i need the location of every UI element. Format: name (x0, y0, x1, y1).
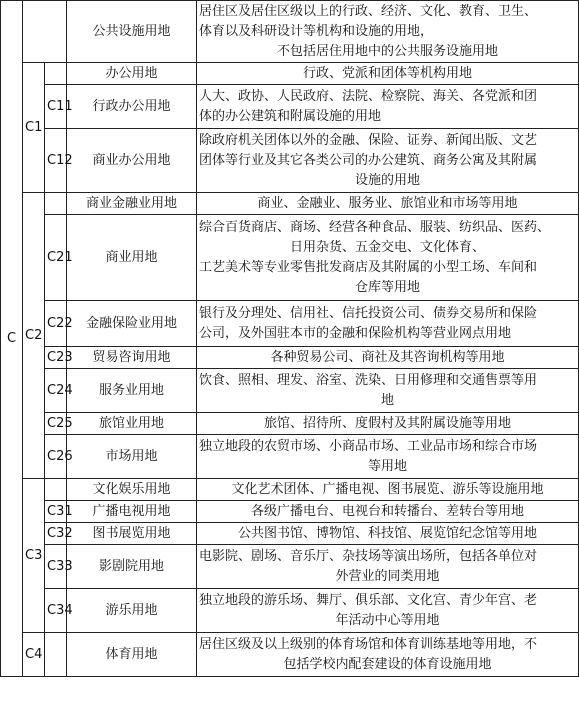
table-row (1, 523, 579, 545)
code-cell: C12 (45, 129, 67, 193)
name-cell: 金融保险业用地 (67, 301, 197, 347)
code-cell: C24 (45, 369, 67, 413)
name-cell: 旅馆业用地 (67, 413, 197, 435)
desc-cell: 文化艺术团体、广播电视、图书展览、游乐等设施用地 (197, 479, 579, 501)
name-cell: 服务业用地 (67, 369, 197, 413)
table-row (1, 369, 579, 413)
subcategory-c2-cell: C2 (23, 193, 45, 479)
subcategory-c3-cell: C3 (23, 479, 45, 633)
table-row (1, 545, 579, 589)
desc-cell: 各级广播电台、电视台和转播台、差转台等用地 (197, 501, 579, 523)
code-cell (45, 193, 67, 215)
table-row (1, 301, 579, 347)
desc-cell: 饮食、照相、理发、浴室、洗染、日用修理和交通售票等用 地 (197, 369, 579, 413)
code-cell (45, 63, 67, 85)
code-cell (23, 1, 67, 63)
table-row (1, 479, 579, 501)
table-row (1, 347, 579, 369)
subcategory-c1-cell: C1 (23, 63, 45, 193)
name-cell: 贸易咨询用地 (67, 347, 197, 369)
table-row (1, 501, 579, 523)
table-row (1, 129, 579, 193)
desc-cell: 独立地段的游乐场、舞厅、俱乐部、文化宫、青少年宫、老 年活动中心等用地 (197, 589, 579, 633)
desc-cell: 除政府机关团体以外的金融、保险、证券、新闻出版、文艺 团体等行业及其它各类公司的办公建筑、商务公寓及其附属 设施的用地 (197, 129, 579, 193)
code-cell: C22 (45, 301, 67, 347)
desc-cell: 人大、政协、人民政府、法院、检察院、海关、各党派和团 体的办公建筑和附属设施的用地 (197, 85, 579, 129)
code-cell: C34 (45, 589, 67, 633)
name-cell: 商业用地 (67, 215, 197, 301)
desc-cell: 各种贸易公司、商社及其咨询机构等用地 (197, 347, 579, 369)
subcategory-c4-cell: C4 (23, 633, 45, 677)
code-cell: C21 (45, 215, 67, 301)
code-cell: C32 (45, 523, 67, 545)
name-cell: 游乐用地 (67, 589, 197, 633)
name-cell: 广播电视用地 (67, 501, 197, 523)
table-row (1, 589, 579, 633)
code-cell: C25 (45, 413, 67, 435)
name-cell: 办公用地 (67, 63, 197, 85)
table-row (1, 85, 579, 129)
desc-cell: 旅馆、招待所、度假村及其附属设施等用地 (197, 413, 579, 435)
name-cell: 市场用地 (67, 435, 197, 479)
code-cell: C26 (45, 435, 67, 479)
table-row (1, 215, 579, 301)
category-c-cell (1, 1, 23, 677)
desc-cell: 银行及分理处、信用社、信托投资公司、债券交易所和保险 公司，及外国驻本市的金融和保险机构等营业网点用地 (197, 301, 579, 347)
name-cell: 文化娱乐用地 (67, 479, 197, 501)
table-row (1, 1, 579, 63)
name-cell: 影剧院用地 (67, 545, 197, 589)
name-cell: 公共设施用地 (67, 1, 197, 63)
table-row (1, 63, 579, 85)
desc-cell: 电影院、剧场、音乐厅、杂技场等演出场所，包括各单位对 外营业的同类用地 (197, 545, 579, 589)
desc-cell: 公共图书馆、博物馆、科技馆、展览馆纪念馆等用地 (197, 523, 579, 545)
desc-cell: 居住区及居住区级以上的行政、经济、文化、教育、卫生、 体育以及科研设计等机构和设施的用地， 不包括居住用地中的公共服务设施用地 (197, 1, 579, 63)
table-row (1, 413, 579, 435)
desc-cell: 独立地段的农贸市场、小商品市场、工业品市场和综合市场 等用地 (197, 435, 579, 479)
code-cell: C33 (45, 545, 67, 589)
name-cell: 商业办公用地 (67, 129, 197, 193)
code-cell: C23 (45, 347, 67, 369)
name-cell: 行政办公用地 (67, 85, 197, 129)
table-row (1, 435, 579, 479)
table-row (1, 193, 579, 215)
table-row (1, 633, 579, 677)
category-c-label: C (6, 330, 17, 346)
desc-cell: 居住区级及以上级别的体育场馆和体育训练基地等用地，不 包括学校内配套建设的体育设施用地 (197, 633, 579, 677)
name-cell: 图书展览用地 (67, 523, 197, 545)
code-cell (45, 479, 67, 501)
name-cell: 体育用地 (67, 633, 197, 677)
code-cell: C11 (45, 85, 67, 129)
desc-cell: 商业、金融业、服务业、旅馆业和市场等用地 (197, 193, 579, 215)
name-cell: 商业金融业用地 (67, 193, 197, 215)
code-cell: C31 (45, 501, 67, 523)
desc-cell: 综合百货商店、商场、经营各种食品、服装、纺织品、医药、 日用杂货、五金交电、文化体育、 工艺美术等专业零售批发商店及其附属的小型工场、车间和 仓库等用地 (197, 215, 579, 301)
desc-cell: 行政、党派和团体等机构用地 (197, 63, 579, 85)
code-cell (45, 633, 67, 677)
